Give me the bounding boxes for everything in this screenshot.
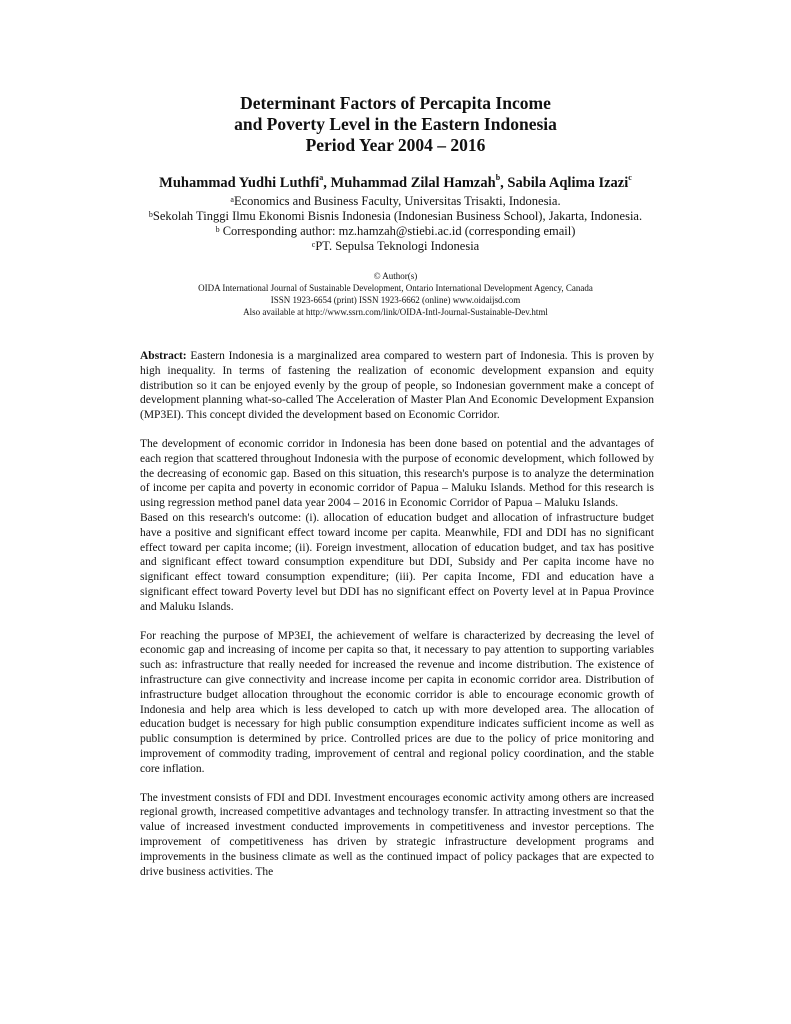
affiliation-mark: b (215, 225, 220, 234)
availability-line: Also available at http://www.ssrn.com/link/OIDA-Intl-Journal-Sustainable-Dev.html (243, 307, 548, 317)
body-paragraph: For reaching the purpose of MP3EI, the achievement of welfare is characterized by decreasing the level of economic gap and increasing of income per capita so that, it necessary to pay attention to supporting variables such as: infrastructure that really needed for increased the revenue and income distribution. The existence of infrastructure can give connectivity and increase income per capita in economic corridor area. Distribution of infrastructure budget allocation throughout the economic corridor is able to encourage economic growth of Indonesia and help area which is less developed to catch up with more developed area. The allocation of education budget is necessary for high public consumption expenditure indicates sufficient income as well as public consumption is determined by price. Controlled prices are due to the policy of price monitoring and improvement of commodity trading, improvement of central and regional policy coordination, and the stable core inflation. (140, 629, 654, 775)
author-list (0, 175, 791, 192)
title-line: and Poverty Level in the Eastern Indonesia (234, 114, 557, 134)
author-mark: c (628, 173, 632, 182)
affiliation-mark: a (230, 195, 234, 204)
copyright-notice: © Author(s) (373, 271, 418, 281)
body-paragraph: The investment consists of FDI and DDI. Investment encourages economic activity among others are increased regional growth, increased competitive advantages and technology transfer. In attracting investment so that the value of increased investment conducted improvements in competitiveness and investor perceptions. The improvement of competitiveness has driven by strategic infrastructure development programs and improvements in the business climate as well as the continued impact of policy packages that are expected to drive business activities. The (140, 791, 654, 878)
author-name: Sabila Aqlima Izazi (507, 175, 629, 191)
affiliation-mark: b (148, 210, 153, 219)
affiliation-text: Economics and Business Faculty, Universitas Trisakti, Indonesia. (233, 194, 561, 208)
affiliation-line (0, 194, 791, 209)
abstract-paragraph (140, 349, 654, 423)
affiliation-line (0, 209, 791, 224)
title-line: Period Year 2004 – 2016 (305, 135, 486, 155)
body-paragraph: The development of economic corridor in Indonesia has been done based on potential and the advantages of each region that scattered throughout Indonesia with the purpose of economic development, which followed by the decreasing of economic gap. Based on this situation, this research's purpose is to analyze the determination of income per capita and poverty in economic corridor of Papua – Maluku Islands. Method for this research is using regression method panel data year 2004 – 2016 in Economic Corridor of Papua – Maluku Islands. (140, 437, 654, 510)
affiliation-text: PT. Sepulsa Teknologi Indonesia (315, 239, 480, 253)
author-separator: , (323, 175, 331, 191)
paper-body (140, 349, 654, 893)
journal-line: OIDA International Journal of Sustainable Development, Ontario International Development Agency, Canada (198, 283, 593, 293)
affiliations (0, 194, 791, 254)
body-paragraph: Based on this research's outcome: (i). allocation of education budget and allocation of infrastructure budget have a positive and significant effect toward income per capita. Meanwhile, FDI and DDI has no significant effect toward per capita income; (ii). Foreign investment, allocation of education budget, and tax has positive and significant effect toward consumption expenditure but DDI, Subsidy and Per capita income have no significant effect toward consumption expenditure; (iii). Per capita Income, FDI and education have a significant effect toward Poverty level but DDI has no significant effect on Poverty level at in Papua Province and Maluku Islands. (140, 511, 654, 613)
affiliation-line (0, 224, 791, 239)
title-line: Determinant Factors of Percapita Income (240, 93, 551, 113)
affiliation-line (0, 239, 791, 254)
author-name: Muhammad Zilal Hamzah (330, 175, 496, 191)
issn-line: ISSN 1923-6654 (print) ISSN 1923-6662 (online) www.oidaijsd.com (270, 295, 521, 305)
affiliation-text: Corresponding author: mz.hamzah@stiebi.ac.id (corresponding email) (222, 224, 576, 238)
affiliation-mark: c (311, 240, 316, 249)
author-mark: b (495, 173, 501, 182)
abstract-text: Eastern Indonesia is a marginalized area compared to western part of Indonesia. This is proven by high inequality. In terms of fastening the realization of economic development expansion and equity distribution so it can be enjoyed evenly by the group of people, so Indonesian government make a concept of development planning what-so-called The Acceleration of Master Plan And Economic Development Expansion (MP3EI). This concept divided the development based on Economic Corridor. (140, 350, 655, 422)
paper-title (0, 93, 791, 156)
abstract-label: Abstract: (140, 350, 187, 362)
author-separator: , (500, 175, 508, 191)
author-mark: a (319, 173, 324, 182)
author-name: Muhammad Yudhi Luthfi (159, 175, 320, 191)
copyright-block (0, 270, 791, 318)
affiliation-text: Sekolah Tinggi Ilmu Ekonomi Bisnis Indonesia (Indonesian Business School), Jakarta, Indonesia. (152, 209, 643, 223)
